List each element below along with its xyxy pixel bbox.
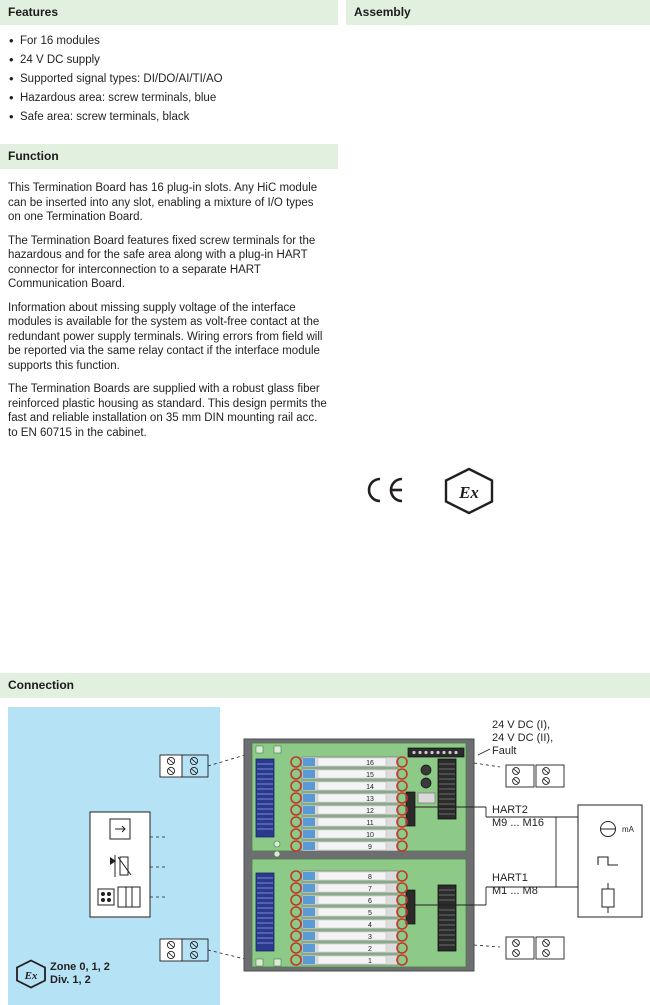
function-section-header: Function: [0, 144, 338, 169]
left-column: [0, 0, 338, 449]
list-item: • Supported signal types: DI/DO/AI/TI/AO: [20, 73, 338, 86]
svg-text:Ex: Ex: [459, 483, 479, 502]
field-device-symbols: [90, 812, 168, 917]
list-item: • Safe area: screw terminals, black: [20, 111, 338, 124]
svg-text:10: 10: [366, 832, 374, 839]
svg-text:13: 13: [366, 796, 374, 803]
callout-hart1: HART1 M1 ... M8: [492, 872, 538, 897]
ce-mark-icon: [362, 477, 406, 503]
safe-area-terminal-lower: [474, 937, 564, 959]
callout-hart2: HART2 M9 ... M16: [492, 804, 544, 829]
svg-text:1: 1: [368, 958, 372, 965]
list-item: • 24 V DC supply: [20, 54, 338, 67]
list-item: • Hazardous area: screw terminals, blue: [20, 92, 338, 105]
function-paragraph: The Termination Boards are supplied with a robust glass fiber reinforced plastic housing as standard. This design permits the fast and reliable installation on 35 mm DIN mounting rail acc. to EN 60715 in the cabinet.: [8, 383, 327, 439]
certification-marks: [346, 465, 650, 525]
function-header-wrap: [0, 144, 338, 169]
zone-label: Zone 0, 1, 2 Div. 1, 2: [50, 961, 110, 986]
svg-text:mA: mA: [622, 825, 634, 834]
features-list: [0, 35, 338, 124]
svg-text:8: 8: [368, 874, 372, 881]
ex-mark-icon: [442, 467, 496, 515]
svg-text:15: 15: [366, 772, 374, 779]
safe-area-terminal-upper: [474, 763, 564, 787]
svg-text:3: 3: [368, 934, 372, 941]
assembly-section-header: Assembly: [346, 0, 650, 25]
svg-text:11: 11: [366, 820, 374, 827]
svg-text:14: 14: [366, 784, 374, 791]
right-column: [346, 0, 650, 25]
svg-text:7: 7: [368, 886, 372, 893]
function-text-block: [0, 169, 338, 440]
svg-text:Ex: Ex: [24, 970, 38, 982]
callout-power-supply: 24 V DC (I), 24 V DC (II), Fault: [492, 719, 554, 757]
svg-text:16: 16: [366, 760, 374, 767]
hazardous-terminal-lower: [160, 939, 245, 961]
termination-board: [244, 739, 474, 971]
features-section-header: Features: [0, 0, 338, 25]
hazardous-terminal-upper: [160, 755, 245, 777]
function-paragraph: The Termination Board features fixed screw terminals for the hazardous and for the safe area along with a plug-in HART connector for interconnection to a separate HART Communication Board.: [8, 234, 316, 290]
list-item: • For 16 modules: [20, 35, 338, 48]
connection-section-header: Connection: [0, 673, 650, 698]
diagram-svg: [0, 707, 650, 1005]
svg-text:5: 5: [368, 910, 372, 917]
connection-diagram: [0, 707, 650, 1005]
function-paragraph: This Termination Board has 16 plug-in slots. Any HiC module can be inserted into any slot, enabling a mixture of I/O types on one Termination Board.: [8, 182, 318, 223]
connection-header-wrap: [0, 673, 650, 698]
svg-text:4: 4: [368, 922, 372, 929]
svg-text:9: 9: [368, 844, 372, 851]
svg-text:12: 12: [366, 808, 374, 815]
svg-text:2: 2: [368, 946, 372, 953]
svg-text:6: 6: [368, 898, 372, 905]
function-paragraph: Information about missing supply voltage of the interface modules is available for the system as volt-free contact at the redundant power supply terminals. Wiring errors from field will be reported via the same relay contact if the interface module supports this function.: [8, 301, 323, 372]
